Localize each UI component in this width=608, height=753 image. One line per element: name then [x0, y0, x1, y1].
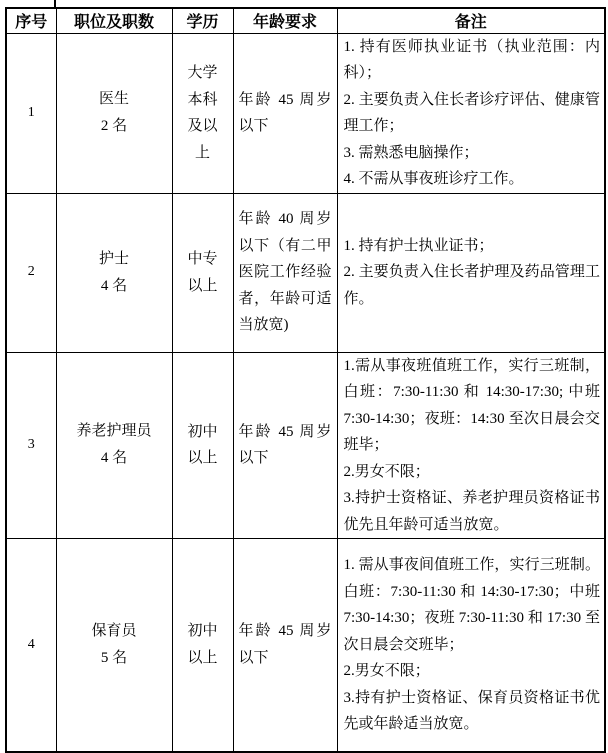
cell-position — [56, 352, 172, 539]
remark-paragraph: 2. 主要负责入住长者护理及药品管理工作。 — [343, 264, 600, 307]
table-row — [6, 33, 605, 193]
cell-position — [56, 33, 172, 193]
age-text: 年龄 40 周岁以下（有二甲医院工作经验者，年龄可适当放宽) — [238, 211, 332, 334]
col-header-position: 职位及职数 — [56, 8, 172, 33]
remark-paragraph: 3. 需熟悉电脑操作； — [343, 144, 479, 161]
cell-education — [172, 33, 233, 193]
cell-remarks — [337, 193, 605, 352]
col-header-remarks: 备注 — [337, 8, 605, 33]
cell-age — [233, 193, 337, 352]
cell-education — [172, 539, 233, 752]
remark-paragraph: 1. 持有医师执业证书（执业范围：内科）； — [343, 38, 600, 81]
position-title: 护士 — [98, 250, 129, 267]
age-text: 年龄 45 周岁以下 — [238, 91, 332, 134]
remark-paragraph: 2.男女不限； — [343, 463, 430, 480]
table-row — [6, 539, 605, 752]
position-count: 4 名 — [100, 277, 128, 294]
cell-index: 4 — [6, 539, 56, 752]
cell-position — [56, 193, 172, 352]
crop-artifact-line — [54, 0, 56, 7]
position-count: 5 名 — [100, 649, 128, 666]
cell-position — [56, 539, 172, 752]
education-text: 大学本科及以上 — [187, 65, 218, 161]
recruitment-table — [5, 7, 606, 753]
remark-paragraph: 3.持有护士资格证、保育员资格证书优先或年龄适当放宽。 — [343, 689, 600, 732]
cell-index: 1 — [6, 33, 56, 193]
cell-remarks — [337, 539, 605, 752]
cell-remarks — [337, 352, 605, 539]
position-count: 2 名 — [100, 118, 128, 134]
cell-index: 3 — [6, 352, 56, 539]
remarks-list — [344, 353, 601, 539]
position-title: 养老护理员 — [76, 423, 152, 440]
cell-age — [233, 352, 337, 539]
age-text: 年龄 45 周岁以下 — [238, 423, 332, 467]
remark-paragraph: 4. 不需从事夜班诊疗工作。 — [343, 171, 524, 187]
cell-index: 2 — [6, 193, 56, 352]
table-header-row — [6, 8, 605, 33]
table-row — [6, 193, 605, 352]
education-text: 中专以上 — [187, 251, 218, 294]
remark-paragraph: 1.需从事夜班值班工作，实行三班制，白班：7:30-11:30 和 14:30-17:30; 中班 7:30-14:30；夜班：14:30 至次日晨会交班毕； — [343, 357, 600, 453]
age-text: 年龄 45 周岁以下 — [238, 623, 332, 666]
position-title: 医生 — [98, 91, 129, 107]
remark-paragraph: 2. 主要负责入住长者诊疗评估、健康管理工作； — [343, 91, 600, 134]
position-title: 保育员 — [91, 622, 137, 639]
table-row — [6, 352, 605, 539]
col-header-age: 年龄要求 — [233, 8, 337, 33]
position-count: 4 名 — [100, 450, 128, 467]
cell-remarks — [337, 33, 605, 193]
cell-education — [172, 352, 233, 539]
cell-age — [233, 539, 337, 752]
education-text: 初中以上 — [187, 623, 218, 666]
cell-education — [172, 193, 233, 352]
remark-paragraph: 1. 需从事夜间值班工作，实行三班制。白班：7:30-11:30 和 14:30-17:30；中班 7:30-14:30；夜班 7:30-11:30 和 17:30 至次日晨会交班毕； — [343, 557, 600, 653]
col-header-index: 序号 — [6, 8, 56, 33]
remarks-list — [344, 552, 601, 738]
remark-paragraph: 3.持护士资格证、养老护理员资格证书优先且年龄可适当放宽。 — [343, 490, 600, 533]
remarks-list — [344, 233, 601, 313]
remarks-list — [344, 34, 601, 193]
col-header-education: 学历 — [172, 8, 233, 33]
remark-paragraph: 2.男女不限； — [343, 663, 430, 679]
remark-paragraph: 1. 持有护士执业证书； — [343, 237, 494, 254]
education-text: 初中以上 — [187, 423, 218, 467]
cell-age — [233, 33, 337, 193]
